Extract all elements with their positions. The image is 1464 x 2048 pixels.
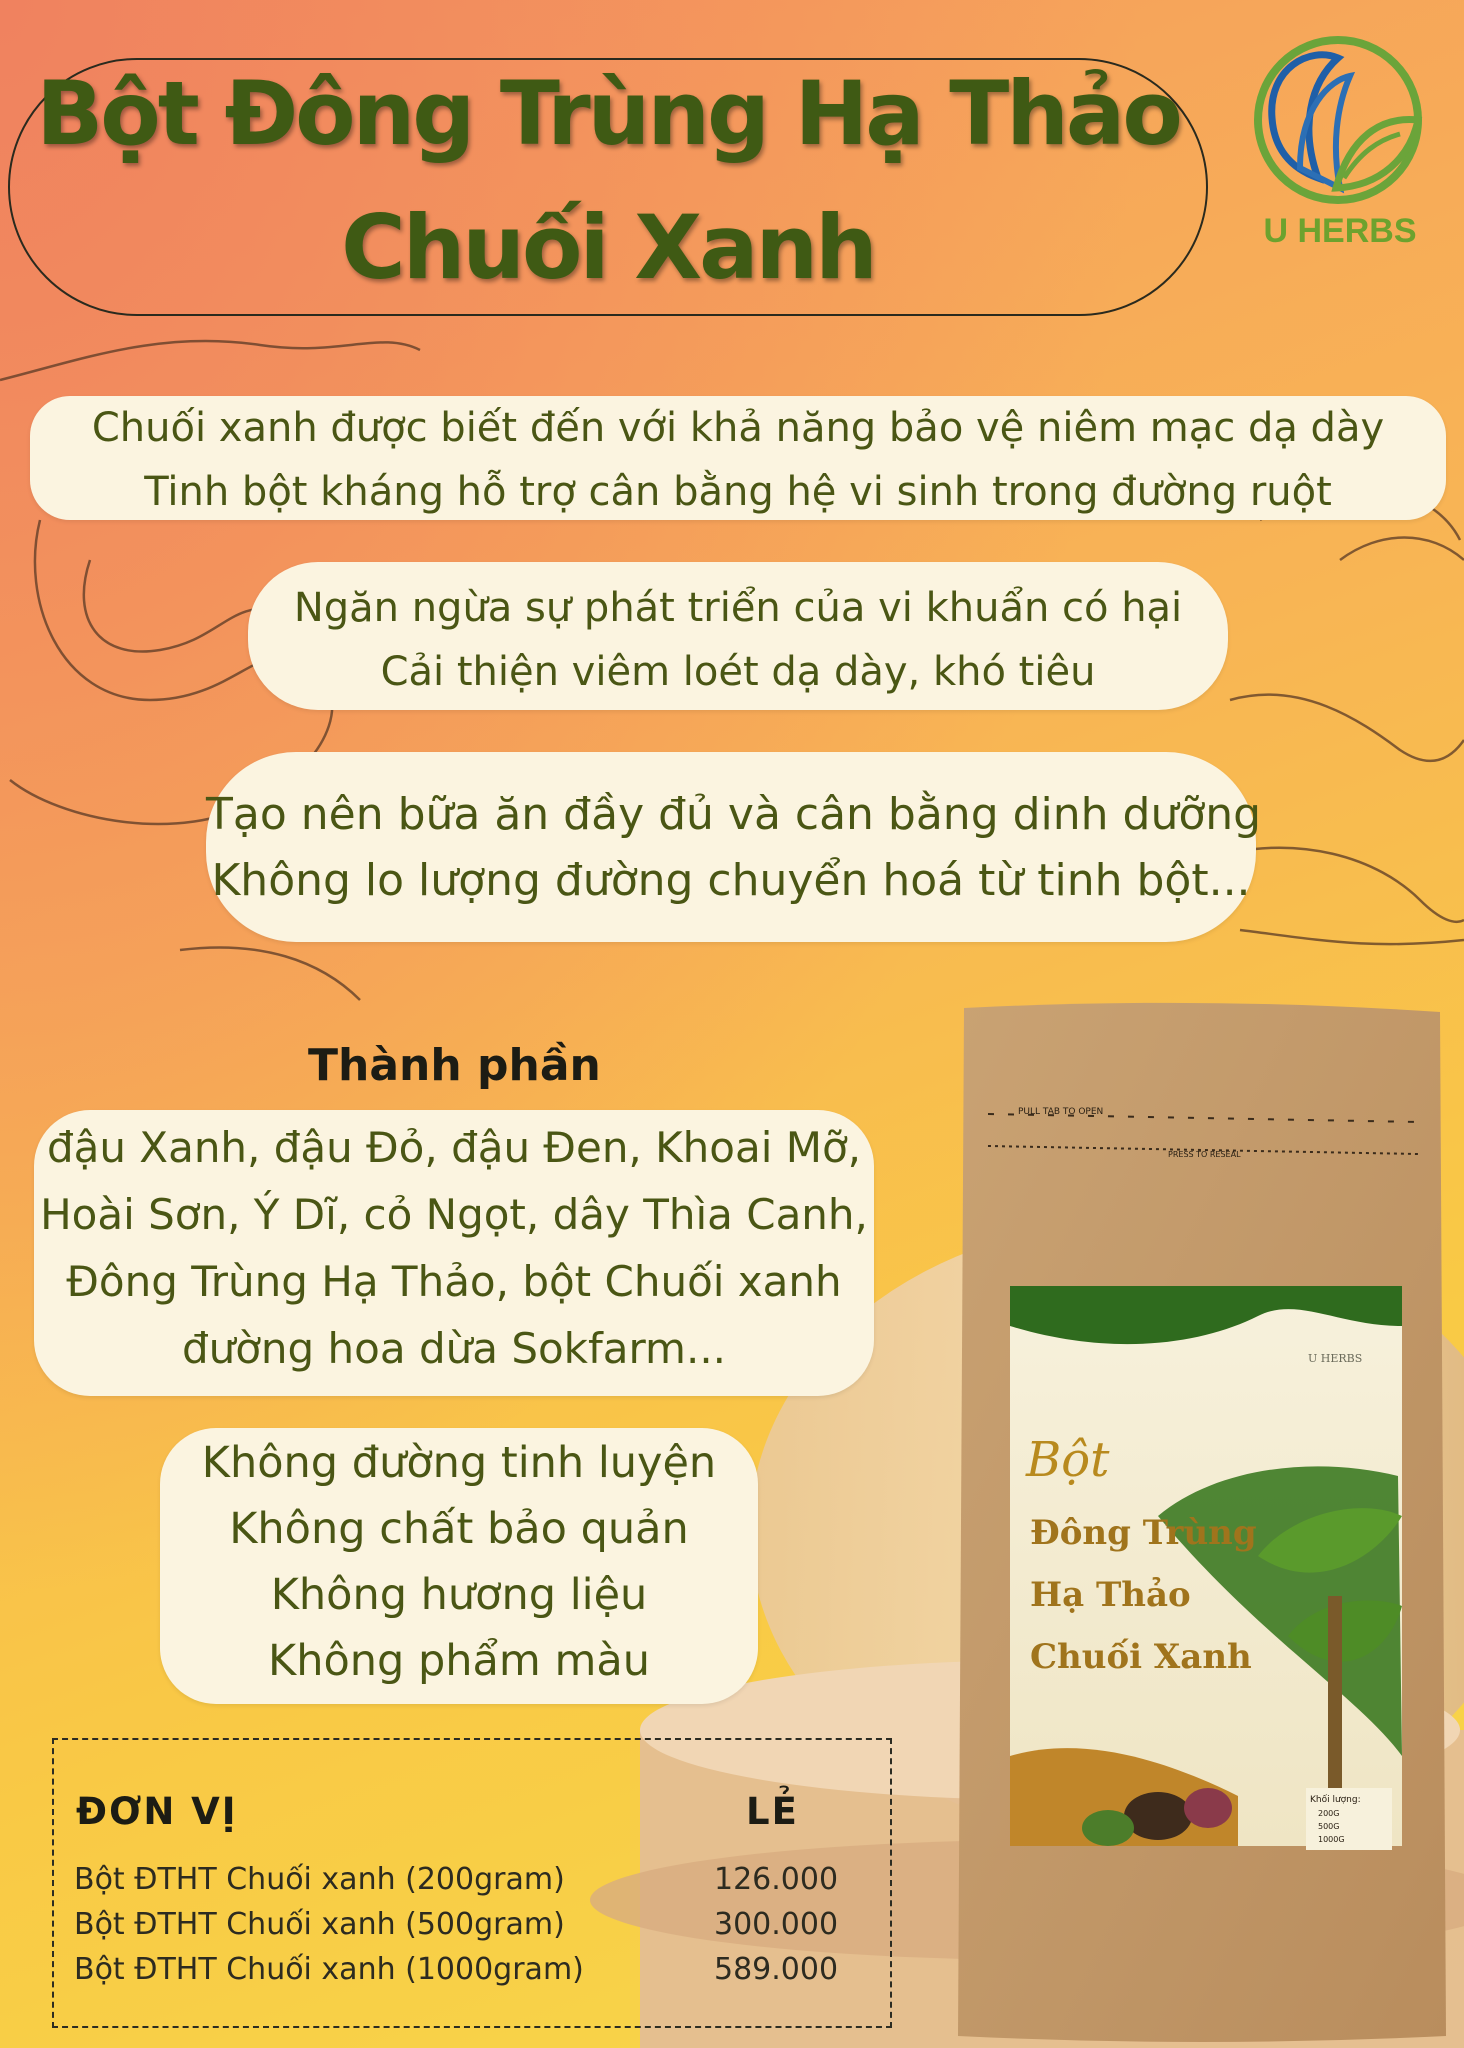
- package-name-line: Đông Trùng: [1030, 1513, 1257, 1553]
- product-package-image: [958, 996, 1446, 2046]
- price-row-name: Bột ĐTHT Chuối xanh (200gram): [74, 1862, 565, 1897]
- free-from-item: Không phẩm màu: [268, 1636, 650, 1686]
- price-row-name: Bột ĐTHT Chuối xanh (1000gram): [74, 1952, 584, 1987]
- weight-option: 500G: [1318, 1822, 1340, 1831]
- benefit-line: Chuối xanh được biết đến với khả năng bảo vệ niêm mạc dạ dày: [91, 405, 1385, 451]
- free-from-item: Không hương liệu: [270, 1570, 648, 1620]
- benefit-line: Không lo lượng đường chuyển hoá từ tinh bột...: [211, 855, 1251, 906]
- ingredients-heading: Thành phần: [308, 1040, 601, 1091]
- product-title-line-2: Chuối Xanh: [341, 196, 875, 299]
- package-name-line: Chuối Xanh: [1030, 1637, 1252, 1677]
- ingredients-card: [34, 1110, 874, 1396]
- package-name-line: Hạ Thảo: [1030, 1575, 1191, 1615]
- benefit-line: Tinh bột kháng hỗ trợ cân bằng hệ vi sinh trong đường ruột: [144, 469, 1332, 515]
- ingredient-line: Đông Trùng Hạ Thảo, bột Chuối xanh: [66, 1257, 842, 1306]
- weight-label: Khối lượng:: [1310, 1795, 1361, 1805]
- price-row-value: 126.000: [714, 1862, 839, 1897]
- price-column-header: LẺ: [746, 1790, 799, 1833]
- benefit-line: Ngăn ngừa sự phát triển của vi khuẩn có hại: [293, 585, 1183, 631]
- package-brand: U HERBS: [1308, 1352, 1363, 1365]
- pull-tab-text: PULL TAB TO OPEN: [1018, 1107, 1104, 1117]
- free-from-item: Không đường tinh luyện: [201, 1438, 717, 1488]
- ingredient-line: đường hoa dừa Sokfarm...: [181, 1324, 727, 1373]
- ingredient-line: Hoài Sơn, Ý Dĩ, cỏ Ngọt, dây Thìa Canh,: [40, 1190, 868, 1239]
- free-from-card: [160, 1428, 758, 1704]
- price-row-value: 300.000: [714, 1907, 839, 1942]
- product-title-line-1: Bột Đông Trùng Hạ Thảo: [36, 62, 1180, 165]
- unit-column-header: ĐƠN VỊ: [76, 1790, 238, 1833]
- price-row-value: 589.000: [714, 1952, 839, 1987]
- benefit-line: Cải thiện viêm loét dạ dày, khó tiêu: [380, 649, 1096, 695]
- weight-option: 1000G: [1318, 1835, 1345, 1844]
- reseal-text: PRESS TO RESEAL: [1168, 1150, 1241, 1159]
- ingredient-line: đậu Xanh, đậu Đỏ, đậu Đen, Khoai Mỡ,: [46, 1123, 862, 1172]
- price-row-name: Bột ĐTHT Chuối xanh (500gram): [74, 1907, 565, 1942]
- package-word: Bột: [1026, 1432, 1110, 1488]
- free-from-item: Không chất bảo quản: [229, 1504, 689, 1554]
- weight-option: 200G: [1318, 1809, 1340, 1818]
- benefit-line: Tạo nên bữa ăn đầy đủ và cân bằng dinh dưỡng: [206, 789, 1262, 840]
- brand-name: U HERBS: [1263, 212, 1417, 250]
